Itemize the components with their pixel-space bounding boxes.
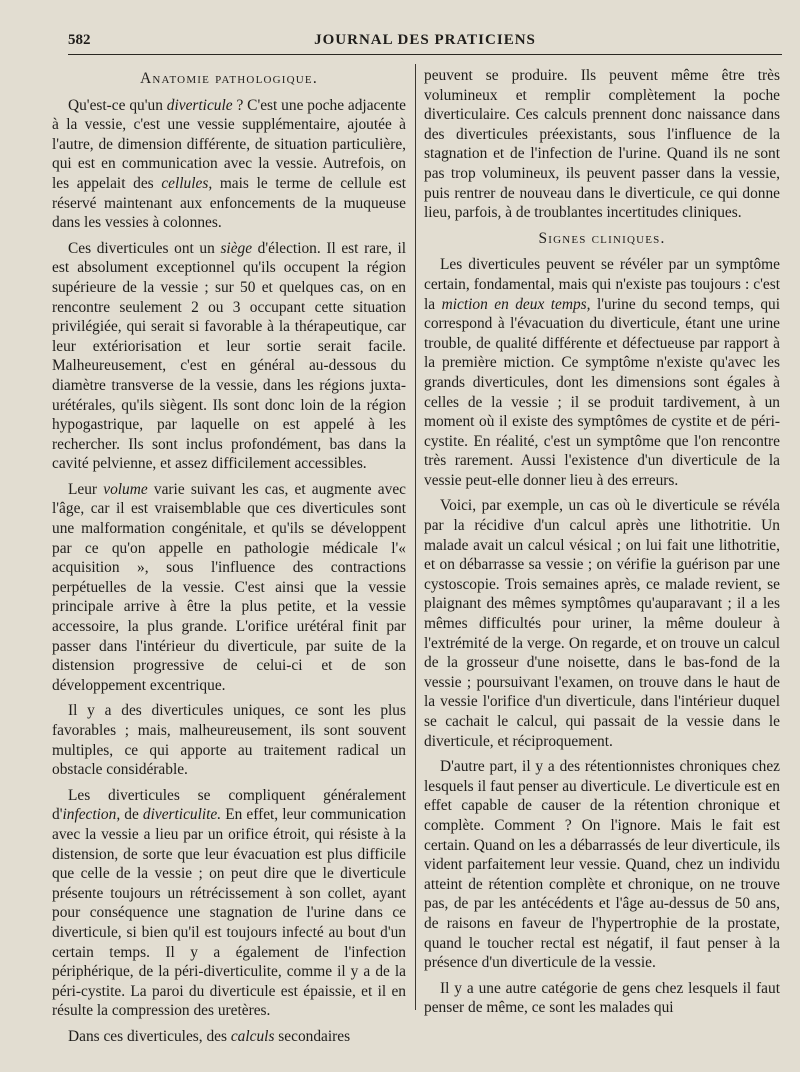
paragraph-retention: D'autre part, il y a des rétentionnistes chroniques chez lesquels il faut penser au diverticule. Le diverticule est en effet capable de causer de la rétention chronique et complète. Comment ? On l'ignore. Mais le fait est certain. Quand on les a débarrassés de leur diverticule, ils vident parfaitement leur vessie. Quand, chez un individu atteint de rétention complète et chronique, on ne trouve pas, de par les antécédents et l'âge au-dessus de 50 ans, de raisons en faveur de l'hypertrophie de la prostate, quand le toucher rectal est négatif, il faut penser à la présence d'un diverticule de la vessie. — [424, 758, 780, 972]
section-heading-signes: Signes cliniques. — [538, 229, 666, 247]
paragraph-definition: Qu'est-ce qu'un diverticule ? C'est une poche adjacente à la vessie, c'est une vessie supplémentaire, ajoutée à l'autre, de dimension différente, de situation particulière, qui est en communication avec la vessie. Autrefois, on les appelait des cellules, mais le terme de cellule est réservé maintenant aux enfoncements de la muqueuse dans les vessies à colonnes. — [52, 96, 407, 232]
paragraph-volume: Leur volume varie suivant les cas, et augmente avec l'âge, car il est vraisemblable que ces diverticules sont une malformation congénitale, et qu'ils se développent par ce qu'on appelle en pathologie médicale l'« acquisition », sous l'influence des contractions perpétuelles de la vessie. C'est ainsi que la vessie principale arrive à être la plus petite, et la vessie accessoire, la plus grande. L'orifice urétéral finit par passer dans l'intérieur du diverticule, par suite de la distension progressive de celui-ci et de son développement excentrique. — [52, 480, 406, 694]
paragraph-autre-categorie: Il y a une autre catégorie de gens chez lesquels il faut penser de même, ce sont les malades qui — [424, 979, 780, 1017]
paragraph-infection: Les diverticules se compliquent généralement d'infection, de diverticulite. En effet, leur communication avec la vessie a lieu par un orifice étroit, qui résiste à la distension, de sorte que leur évacuation est plus difficile que celle de la vessie ; on peut dire que le diverticule présente toujours un rétrécissement à son collet, ayant pour conséquence une stagnation de l'urine dans ce diverticule, si bien qu'il est toujours infecté au bout d'un certain temps. Il y a également de l'infection périphérique, de la péri-diverticulite, comme il y a de la péri-cystite. La paroi du diverticule est épaissie, et il en résulte la compression des uretères. — [52, 786, 406, 1020]
left-column — [52, 66, 406, 1053]
running-header — [68, 32, 782, 55]
column-divider — [415, 64, 416, 1010]
right-column — [424, 66, 780, 1024]
paragraph-uniques: Il y a des diverticules uniques, ce sont les plus favorables ; mais, malheureusement, ils sont souvent multiples, ce qui apporte au traitement radical un obstacle considérable. — [52, 702, 406, 779]
paragraph-siege: Ces diverticules ont un siège d'élection. Il est rare, il est absolument exceptionnel qu'ils occupent la région supérieure de la vessie ; sur 50 et quelques cas, on en rencontre seulement 2 ou 3 occupant cette situation privilégiée, qui serait si favorable à la thérapeutique, car leur extériorisation et leur sortie serait facile. Malheureusement, c'est en général au-dessous du diamètre transverse de la vessie, dans les régions juxta-urétérales, qu'ils siègent. Ils sont donc loin de la région hypogastrique, par laquelle on est appelé à les rechercher. Ils sont inclus profondément, bas dans la cavité pelvienne, et assez difficilement accessibles. — [52, 239, 407, 473]
page-number: 582 — [68, 32, 91, 48]
paragraph-exemple: Voici, par exemple, un cas où le diverticule se révéla par la récidive d'un calcul après une lithotritie. Un malade avait un calcul vésical ; on lui fait une lithotritie, et on débarrasse sa vessie ; on vérifie la guérison par une cystoscopie. Trois semaines après, ce malade revient, se plaignant des mêmes symptômes qu'auparavant ; il a les mêmes difficultés pour uriner, la même douleur à l'extrémité de la verge. On regarde, et on trouve un calcul de la grosseur d'une noisette, dans le bas-fond de la vessie ; poursuivant l'examen, on trouve dans le haut de la vessie l'orifice d'un diverticule, dans l'intérieur duquel se cachait le calcul, qui passait de la vessie dans le diverticule, et réciproquement. — [424, 497, 780, 750]
section-heading-anatomie: Anatomie pathologique. — [140, 70, 318, 87]
paragraph-miction: Les diverticules peuvent se révéler par un symptôme certain, fondamental, mais qui n'existe pas toujours : c'est la miction en deux temps, l'urine du second temps, qui correspond à l'évacuation du diverticule, étant une urine trouble, de qualité différente et défectueuse par rapport à la première miction. Ce symptôme n'existe qu'avec les grands diverticules, dont les dimensions sont égales à celles de la vessie ; il se produit tardivement, à un moment où il existe des symptômes de cystite et de péri-cystite. En réalité, c'est un symptôme que l'on rencontre très rarement. Aussi l'existence d'un diverticule de la vessie peut-elle donner lieu à des erreurs. — [424, 256, 780, 489]
paragraph-calculs-continued: peuvent se produire. Ils peuvent même être très volumineux et remplir complètement la poche diverticulaire. Ces calculs prennent donc naissance dans des diverticules préexistants, sous l'influence de la stagnation et de l'infection de l'urine. Quand ils ne sont pas trop volumineux, ils peuvent passer dans la vessie, puis rentrer de nouveau dans le diverticule, ce qui donne lieu, parfois, à de troublantes incertitudes cliniques. — [424, 67, 780, 222]
paragraph-calculs: Dans ces diverticules, des calculs secondaires — [68, 1027, 351, 1045]
journal-title: JOURNAL DES PRATICIENS — [314, 32, 536, 48]
